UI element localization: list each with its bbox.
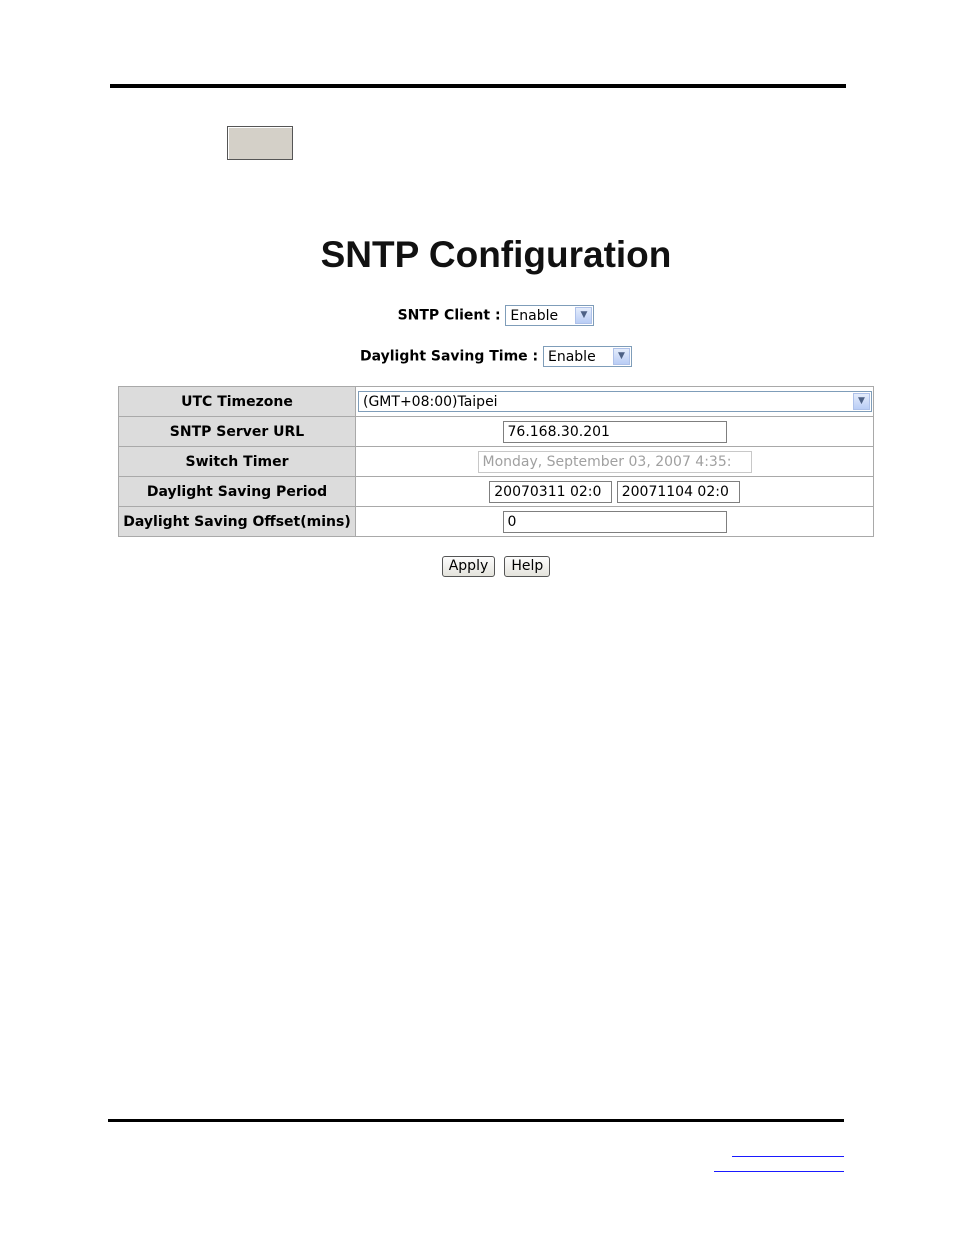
footer-rule: [108, 1119, 844, 1122]
sntp-client-value: Enable: [510, 308, 559, 324]
help-button[interactable]: Help: [504, 556, 550, 577]
table-row: [119, 417, 874, 447]
utc-timezone-label: UTC Timezone: [119, 387, 356, 417]
table-row: [119, 447, 874, 477]
sntp-config-table: [118, 386, 874, 537]
page-title: SNTP Configuration: [320, 234, 672, 275]
header-rule: [110, 84, 846, 88]
daylight-saving-time-row: [0, 346, 954, 367]
daylight-saving-end-input[interactable]: 20071104 02:0: [617, 481, 740, 503]
sntp-server-url-label: SNTP Server URL: [119, 417, 356, 447]
utc-timezone-value: (GMT+08:00)Taipei: [363, 394, 498, 410]
table-row: [119, 387, 874, 417]
daylight-saving-time-value: Enable: [548, 349, 596, 365]
apply-button[interactable]: Apply: [442, 556, 496, 577]
button-bar: [0, 555, 954, 577]
switch-timer-label: Switch Timer: [119, 447, 356, 477]
table-row: [119, 507, 874, 537]
sntp-client-row: [0, 305, 954, 326]
daylight-saving-offset-label: Daylight Saving Offset(mins): [119, 507, 356, 537]
chevron-down-icon[interactable]: ▼: [575, 307, 592, 324]
footer-links: [714, 1150, 844, 1176]
switch-timer-input: Monday, September 03, 2007 4:35:: [478, 451, 752, 473]
table-row: [119, 477, 874, 507]
daylight-saving-offset-input[interactable]: 0: [503, 511, 727, 533]
daylight-saving-period-label: Daylight Saving Period: [119, 477, 356, 507]
footer-link-underline[interactable]: [714, 1171, 844, 1172]
chevron-down-icon[interactable]: ▼: [613, 348, 630, 365]
daylight-saving-time-select[interactable]: [543, 346, 632, 367]
daylight-saving-time-label: Daylight Saving Time :: [359, 348, 539, 365]
utc-timezone-select[interactable]: [358, 391, 872, 412]
sntp-client-select[interactable]: [505, 305, 594, 326]
daylight-saving-start-input[interactable]: 20070311 02:0: [489, 481, 612, 503]
footer-link-underline[interactable]: [732, 1156, 844, 1157]
sntp-client-label: SNTP Client :: [397, 307, 501, 324]
chevron-down-icon[interactable]: ▼: [853, 393, 870, 410]
sntp-server-url-input[interactable]: 76.168.30.201: [503, 421, 727, 443]
gray-button-image: [227, 126, 293, 160]
